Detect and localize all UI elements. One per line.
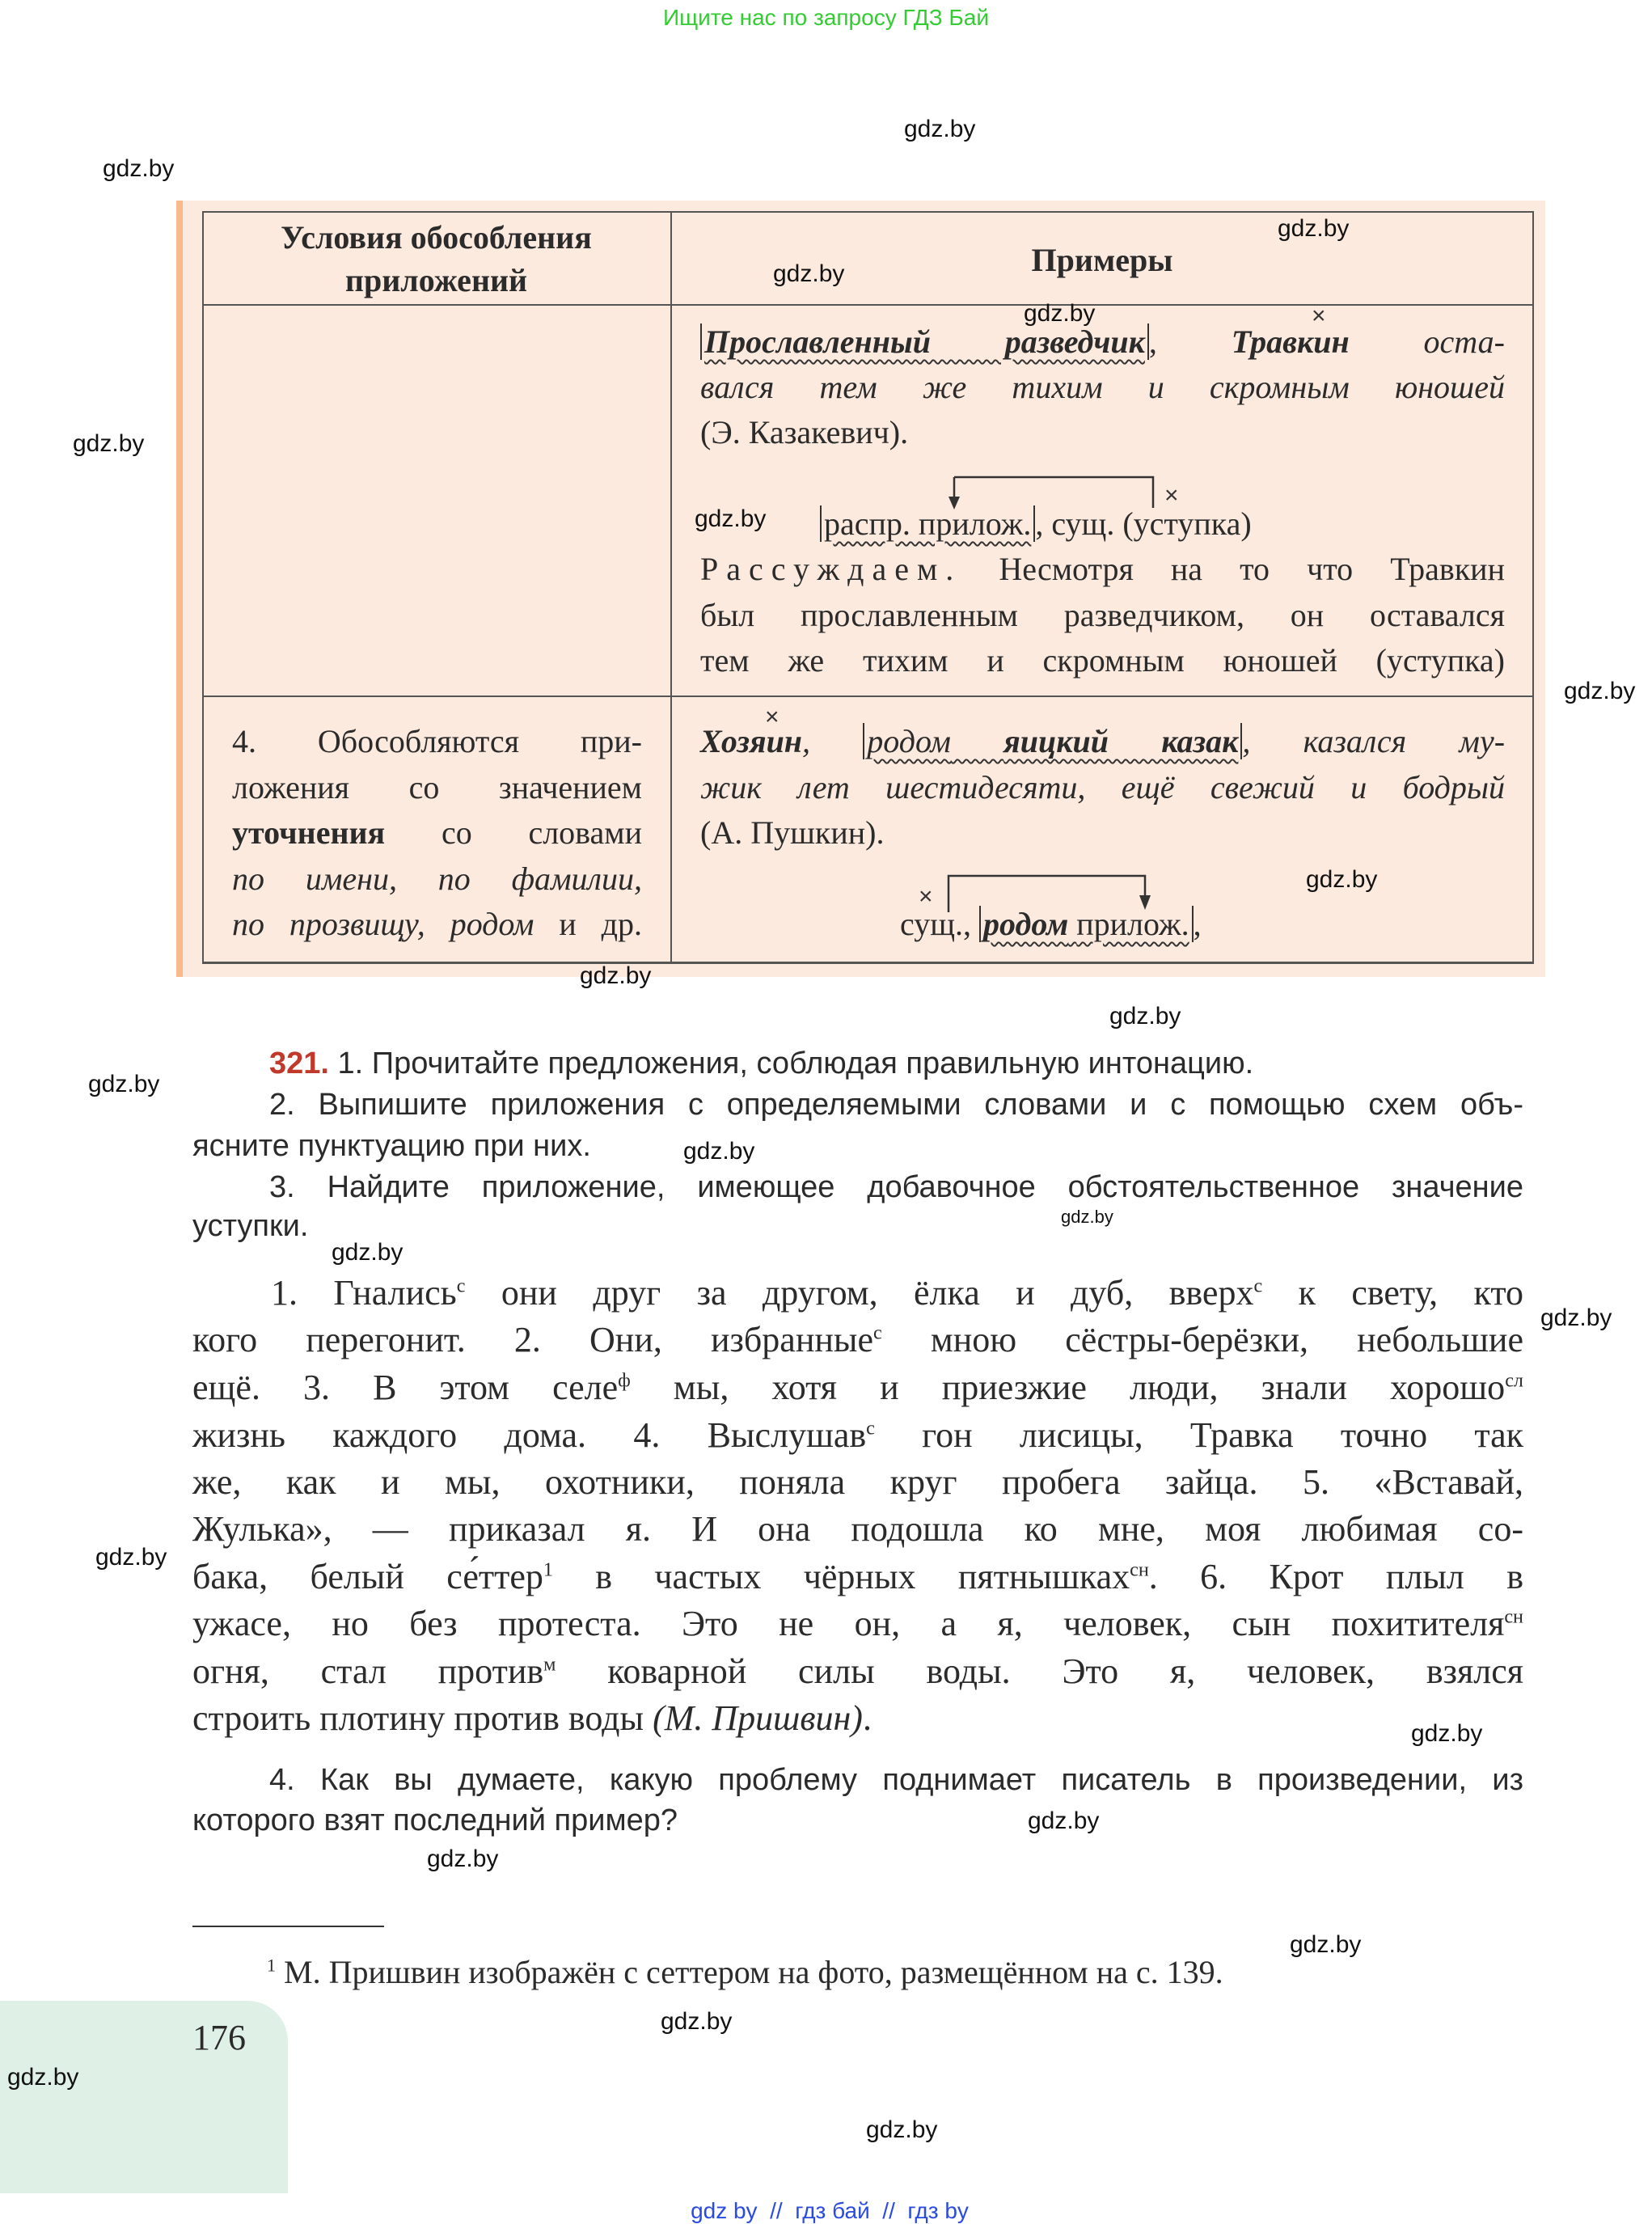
watermark: gdz.by xyxy=(1061,1207,1113,1227)
table-header-divider xyxy=(202,304,1534,306)
row2-example-line1: Хозяин, родом яицкий казак , казался му- xyxy=(700,723,1506,759)
exercise-task-4a: 4. Как вы думаете, какую проблему поднимает писатель в произведении, из xyxy=(269,1763,1523,1797)
text-line-4: жизнь каждого дома. 4. Выслушав$^с$ гон лисицы, Травка точно так xyxy=(192,1415,1524,1455)
appositive: Прославленный разведчик xyxy=(704,323,1145,360)
cross-mark: × xyxy=(1312,302,1326,329)
bottom-site-link[interactable]: gdz by // гдз бай // гдз by xyxy=(691,2198,969,2223)
row1-scheme xyxy=(820,506,1515,542)
text-line-7: бака, белый се́ттер$^1$ в частых чёрных пятнышках$^{сн}$. 6. Крот плыл в xyxy=(192,1557,1523,1596)
reasoning-text: Несмотря на то что Травкин xyxy=(999,551,1505,587)
table-row-divider xyxy=(202,696,1534,697)
exercise-task-4b: которого взят последний пример? xyxy=(192,1803,678,1837)
cross-mark: × xyxy=(765,704,780,730)
header-conditions-line2: приложений xyxy=(344,262,528,298)
watermark: gdz.by xyxy=(73,430,145,457)
row2-condition-line2: ложения со значением xyxy=(232,769,642,805)
row1-example-author: (Э. Казакевич). xyxy=(700,414,909,450)
watermark: gdz.by xyxy=(1024,300,1096,327)
reasoning-label: Рассуждаем. xyxy=(700,551,962,587)
row1-reasoning-line3: тем же тихим и скромным юношей (уступка) xyxy=(700,642,1505,679)
text-line-9: огня, стал против$^м$ коварной силы воды. Это я, человек, взялся xyxy=(192,1651,1523,1691)
exercise-task-2a: 2. Выпишите приложения с определяемыми словами и с помощью схем объ- xyxy=(269,1088,1523,1122)
text-line-10: строить плотину против воды (М. Пришвин). xyxy=(192,1698,872,1738)
watermark: gdz.by xyxy=(95,1544,167,1571)
row2-condition-line5 xyxy=(232,907,642,942)
exercise-number: 321. xyxy=(269,1046,329,1080)
header-conditions-line1: Условия обособления xyxy=(281,219,592,256)
text-line-8: ужасе, но без протеста. Это не он, а я, человек, сын похитителя$^{сн}$ xyxy=(192,1604,1523,1643)
watermark: gdz.by xyxy=(1290,1931,1362,1958)
watermark: gdz.by xyxy=(1028,1808,1100,1834)
row2-example-author: (А. Пушкин). xyxy=(700,814,885,851)
row2-condition-line4: по имени, по фамилии, xyxy=(232,860,642,897)
header-examples: Примеры xyxy=(1031,242,1173,278)
author: (М. Пришвин) xyxy=(653,1698,863,1738)
text-line-2: кого перегонит. 2. Они, избранные$^с$ мною сёстры-берёзки, небольшие xyxy=(192,1320,1523,1359)
scheme-appositive: прилож. xyxy=(1076,906,1189,942)
row2-scheme: сущ., родом прилож. , xyxy=(900,906,1202,942)
watermark: gdz.by xyxy=(7,2064,79,2091)
cross-mark: × xyxy=(1164,482,1179,509)
condition-italic: по прозвищу, родом xyxy=(232,906,534,942)
exercise-task-3a: 3. Найдите приложение, имеющее добавочное обстоятельственное значение xyxy=(269,1170,1523,1204)
watermark: gdz.by xyxy=(904,116,976,142)
defined-word: Травкин xyxy=(1231,323,1350,360)
text-line-6: Жулька», — приказал я. И она подошла ко мне, моя любимая со- xyxy=(192,1509,1523,1549)
watermark: gdz.by xyxy=(1540,1304,1612,1331)
text-line-3: ещё. 3. В этом селе$^ф$ мы, хотя и приезжие люди, знали хорошо$^{сл}$ xyxy=(192,1368,1523,1407)
scheme-appositive: распр. прилож. xyxy=(824,505,1032,542)
watermark: gdz.by xyxy=(695,505,767,532)
watermark: gdz.by xyxy=(661,2008,733,2035)
row1-reasoning-line1 xyxy=(700,552,1505,587)
exercise-task-1 xyxy=(269,1047,1523,1081)
watermark: gdz.by xyxy=(866,2116,938,2143)
row2-condition-line3 xyxy=(232,815,642,851)
watermark: gdz.by xyxy=(773,260,845,287)
exercise-task-2b: ясните пунктуацию при них. xyxy=(192,1129,591,1163)
example-text: оста- xyxy=(1423,323,1505,360)
watermark: gdz.by xyxy=(1564,678,1636,704)
search-banner: Ищите нас по запросу ГДЗ Бай xyxy=(662,5,990,30)
condition-text: со словами xyxy=(441,814,642,851)
page-number: 176 xyxy=(192,2018,246,2057)
scheme-noun: сущ., xyxy=(900,906,972,942)
row2-condition-line1: 4. Обособляются при- xyxy=(232,723,642,759)
task-text: 1. Прочитайте предложения, соблюдая правильную интонацию. xyxy=(337,1046,1254,1080)
footnote-ref[interactable]: 1 xyxy=(543,1558,553,1581)
footnote-text: М. Пришвин изображён с сеттером на фото, размещённом на с. 139. xyxy=(284,1954,1223,1990)
scheme-rodom: родом xyxy=(983,906,1069,942)
footnote-rule xyxy=(192,1926,384,1927)
appositive: яицкий казак xyxy=(1003,723,1239,759)
footnote-mark: 1 xyxy=(267,1955,276,1976)
example-text: , казался му- xyxy=(1242,723,1506,759)
watermark: gdz.by xyxy=(1411,1720,1483,1747)
row1-example-line2: вался тем же тихим и скромным юношей xyxy=(700,369,1505,405)
watermark: gdz.by xyxy=(683,1138,755,1165)
row2-example-line2: жик лет шестидесяти, ещё свежий и бодрый xyxy=(700,769,1505,805)
watermark: gdz.by xyxy=(332,1239,403,1266)
footnote xyxy=(267,1955,1528,1990)
exercise-task-3b: уступки. xyxy=(192,1209,309,1243)
watermark: gdz.by xyxy=(1306,866,1378,893)
watermark: gdz.by xyxy=(88,1071,160,1097)
watermark: gdz.by xyxy=(103,155,175,182)
watermark: gdz.by xyxy=(1278,215,1350,242)
row1-reasoning-line2: был прославленным разведчиком, он оставался xyxy=(700,597,1505,633)
text-line-5: же, как и мы, охотники, поняла круг пробега зайца. 5. «Вставай, xyxy=(192,1462,1523,1502)
watermark: gdz.by xyxy=(580,962,652,989)
table-column-divider xyxy=(670,211,672,964)
cross-mark: × xyxy=(919,883,933,910)
scheme-rest: , сущ. (уступка) xyxy=(1035,505,1252,542)
watermark: gdz.by xyxy=(427,1846,499,1872)
row1-example-line1: Прославленный разведчик , Травкин оста- xyxy=(700,324,1505,360)
emphasis: уточнения xyxy=(232,814,386,851)
defined-word: Хозяин xyxy=(700,723,803,759)
text-line-1: 1. Гнались$^с$ они друг за другом, ёлка и дуб, вверх$^с$ к свету, кто xyxy=(271,1273,1523,1313)
watermark: gdz.by xyxy=(1109,1003,1181,1030)
appositive-part: родом xyxy=(867,723,951,759)
condition-text: и др. xyxy=(559,906,642,942)
